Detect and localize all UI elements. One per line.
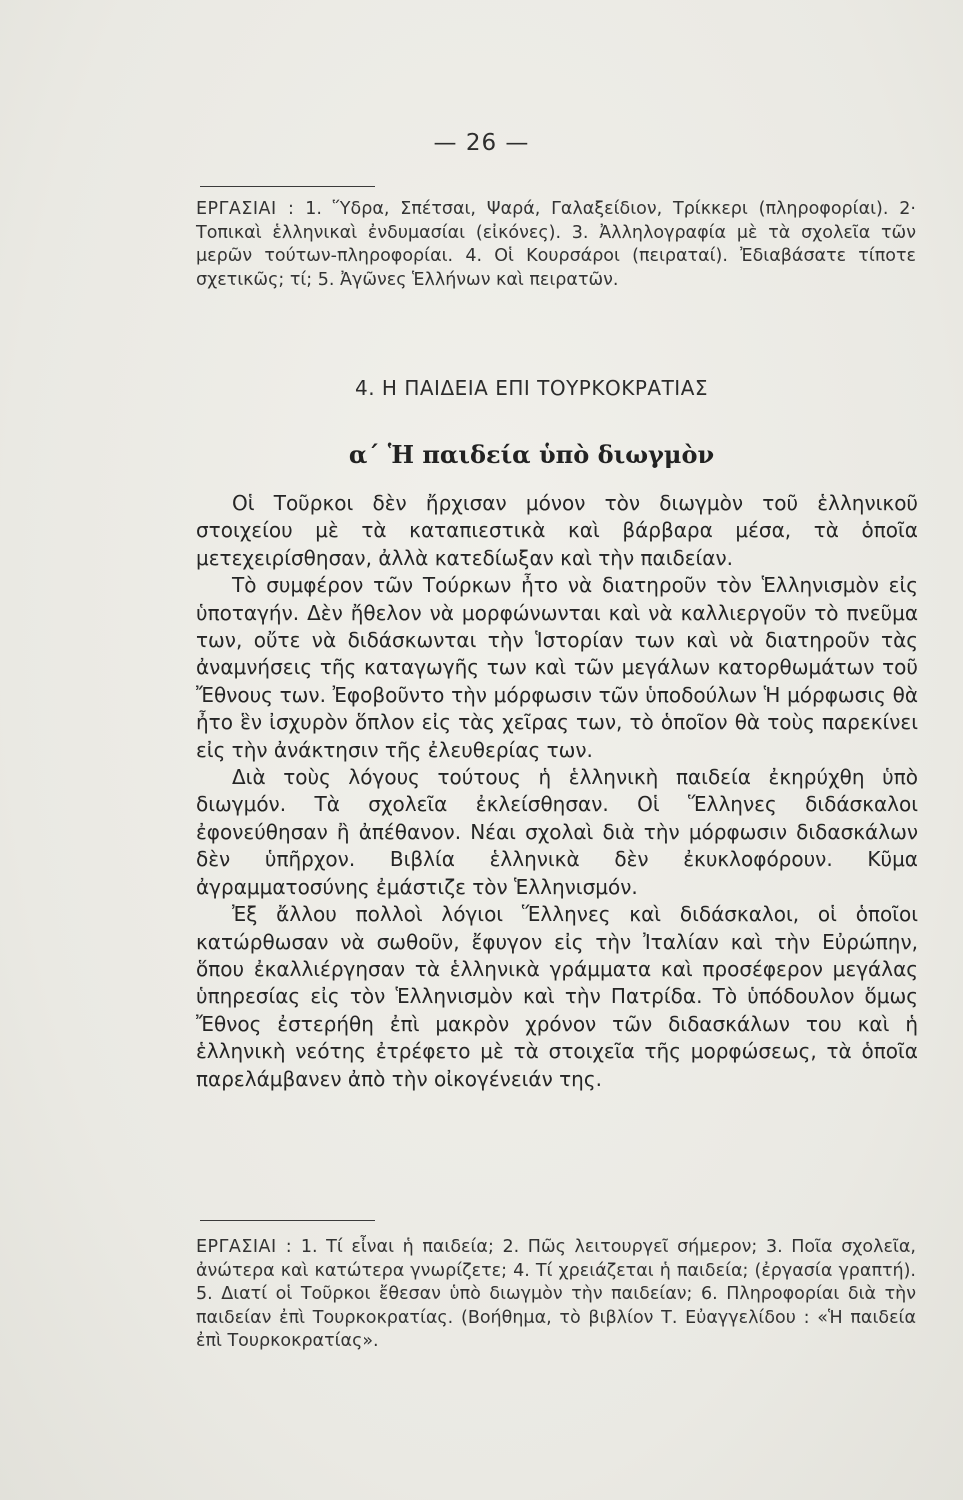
paragraph-2: Τὸ συμφέρον τῶν Τούρκων ἦτο νὰ διατηροῦν τὸν Ἑλληνισμὸν εἰς ὑποταγήν. Δὲν ἤθελον νὰ μορφώνωνται καὶ νὰ καλλιεργοῦν τὸ πνεῦμα των, οὔτε νὰ διδάσκωνται τὴν Ἱστορίαν των καὶ νὰ διατηροῦν τὰς ἀναμνήσεις τῆς καταγωγῆς των καὶ τῶν μεγάλων κατορθωμάτων τοῦ Ἔθνους των. Ἐφοβοῦντο τὴν μόρφωσιν τῶν ὑποδούλων Ἡ μόρφωσις θὰ ἦτο ἓν ἰσχυρὸν ὅπλον εἰς τὰς χεῖρας των, τὸ ὁποῖον θὰ τοὺς παρεκίνει εἰς τὴν ἀνάκτησιν τῆς ἐλευθερίας των. bbox=[196, 573, 918, 762]
paragraph-4: Ἐξ ἄλλου πολλοὶ λόγιοι Ἕλληνες καὶ διδάσκαλοι, οἱ ὁποῖοι κατώρθωσαν νὰ σωθοῦν, ἔφυγον εἰς τὴν Ἰταλίαν καὶ τὴν Εὐρώπην, ὅπου ἐκαλλιέργησαν τὰ ἑλληνικὰ γράμματα καὶ προσέφερον μεγάλας ὑπηρεσίας εἰς τὸν Ἑλληνισμὸν καὶ τὴν Πατρίδα. Τὸ ὑπόδουλον ὅμως Ἔθνος ἐστερήθη ἐπὶ μακρὸν χρόνον τῶν διδασκάλων του καὶ ἡ ἑλληνικὴ νεότης ἐτρέφετο μὲ τὰ στοιχεῖα τῆς μορφώσεως, τὰ ὁποῖα παρελάμβανεν ἀπὸ τὴν οἰκογένειάν της. bbox=[196, 902, 918, 1091]
bottom-rule bbox=[200, 1220, 375, 1221]
exercises-label-2: ΕΡΓΑΣΙΑΙ : bbox=[196, 1237, 293, 1257]
section-heading: 4. Η ΠΑΙΔΕΙΑ ΕΠΙ ΤΟΥΡΚΟΚΡΑΤΙΑΣ bbox=[354, 376, 709, 400]
page-number: — 26 — bbox=[433, 130, 530, 156]
body-text bbox=[196, 490, 918, 1093]
paragraph-1: Οἱ Τοῦρκοι δὲν ἤρχισαν μόνον τὸν διωγμὸν τοῦ ἑλληνικοῦ στοιχείου μὲ τὰ καταπιεστικὰ καὶ βάρβαρα μέσα, τὰ ὁποῖα μετεχειρίσθησαν, ἀλλὰ κατεδίωξαν καὶ τὴν παιδείαν. bbox=[196, 491, 918, 570]
exercises-label-1: ΕΡΓΑΣΙΑΙ : bbox=[196, 199, 295, 219]
paragraph-3: Διὰ τοὺς λόγους τούτους ἡ ἑλληνικὴ παιδεία ἐκηρύχθη ὑπὸ διωγμόν. Τὰ σχολεῖα ἐκλείσθησαν. Οἱ Ἕλληνες διδάσκαλοι ἐφονεύθησαν ἢ ἀπέθανον. Νέαι σχολαὶ διὰ τὴν μόρφωσιν διδασκάλων δὲν ὑπῆρχον. Βιβλία ἑλληνικὰ δὲν ἐκυκλοφόρουν. Κῦμα ἀγραμματοσύνης ἐμάστιζε τὸν Ἑλληνισμόν. bbox=[196, 765, 918, 899]
top-rule bbox=[200, 186, 375, 187]
section-subheading: α´ Ἡ παιδεία ὑπὸ διωγμὸν bbox=[348, 440, 715, 469]
exercises-block-1 bbox=[196, 198, 916, 292]
exercises-block-2 bbox=[196, 1236, 916, 1354]
exercises-text-2: 1. Τί εἶναι ἡ παιδεία; 2. Πῶς λειτουργεῖ σήμερον; 3. Ποῖα σχολεῖα, ἀνώτερα καὶ κατώτερα γνωρίζετε; 4. Τί χρειάζεται ἡ παιδεία; (ἐργασία γραπτή). 5. Διατί οἱ Τοῦρκοι ἔθεσαν ὑπὸ διωγμὸν τὴν παιδείαν; 6. Πληροφορίαι διὰ τὴν παιδείαν ἐπὶ Τουρκοκρατίας. (Βοήθημα, τὸ βιβλίον Τ. Εὐαγγελίδου : «Ἡ παιδεία ἐπὶ Τουρκοκρατίας». bbox=[196, 1237, 916, 1351]
exercises-text-1: 1. Ὕδρα, Σπέτσαι, Ψαρά, Γαλαξείδιον, Τρίκκερι (πληροφορίαι). 2· Τοπικαὶ ἑλληνικαὶ ἐνδυμασίαι (εἰκόνες). 3. Ἀλληλογραφία μὲ τὰ σχολεῖα τῶν μερῶν τούτων-πληροφορίαι. 4. Οἱ Κουρσάροι (πειραταί). Ἐδιαβάσατε τίποτε σχετικῶς; τί; 5. Ἀγῶνες Ἑλλήνων καὶ πειρατῶν. bbox=[196, 199, 916, 290]
